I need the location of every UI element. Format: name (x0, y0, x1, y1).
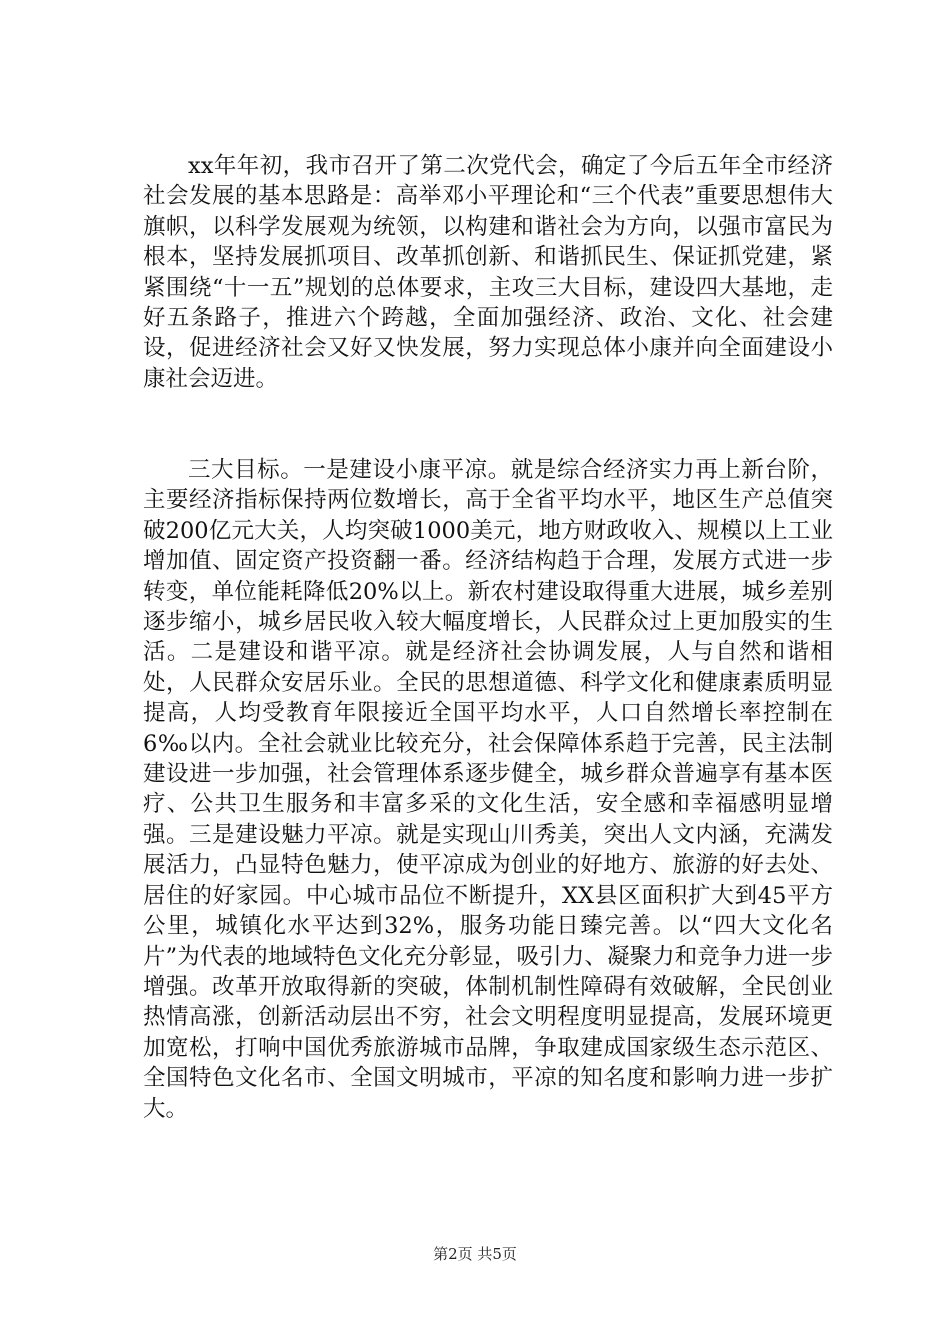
paragraph-three-goals: 三大目标。一是建设小康平凉。就是综合经济实力再上新台阶，主要经济指标保持两位数增长，高于全省平均水平，地区生产总值突破200亿元大关，人均突破1000美元，地方财政收入、规模以上工业增加值、固定资产投资翻一番。经济结构趋于合理，发展方式进一步转变，单位能耗降低20%以上。新农村建设取得重大进展，城乡差别逐步缩小，城乡居民收入较大幅度增长，人民群众过上更加殷实的生活。二是建设和谐平凉。就是经济社会协调发展，人与自然和谐相处，人民群众安居乐业。全民的思想道德、科学文化和健康素质明显提高，人均受教育年限接近全国平均水平，人口自然增长率控制在6‰以内。全社会就业比较充分，社会保障体系趋于完善，民主法制建设进一步加强，社会管理体系逐步健全，城乡群众普遍享有基本医疗、公共卫生服务和丰富多采的文化生活，安全感和幸福感明显增强。三是建设魅力平凉。就是实现山川秀美，突出人文内涵，充满发展活力，凸显特色魅力，使平凉成为创业的好地方、旅游的好去处、居住的好家园。中心城市品位不断提升，XX县区面积扩大到45平方公里，城镇化水平达到32%，服务功能日臻完善。以“四大文化名片”为代表的地域特色文化充分彰显，吸引力、凝聚力和竞争力进一步增强。改革开放取得新的突破，体制机制性障碍有效破解，全民创业热情高涨，创新活动层出不穷，社会文明程度明显提高，发展环境更加宽松，打响中国优秀旅游城市品牌，争取建成国家级生态示范区、全国特色文化名市、全国文明城市，平凉的知名度和影响力进一步扩大。 (143, 457, 833, 1122)
page-number-footer: 第2页 共5页 (433, 1245, 517, 1263)
paragraph-development-plan: xx年年初，我市召开了第二次党代会，确定了今后五年全市经济社会发展的基本思路是：高举邓小平理论和“三个代表”重要思想伟大旗帜，以科学发展观为统领，以构建和谐社会为方向，以强市富民为根本，坚持发展抓项目、改革抓创新、和谐抓民生、保证抓党建，紧紧围绕“十一五”规划的总体要求，主攻三大目标，建设四大基地，走好五条路子，推进六个跨越，全面加强经济、政治、文化、社会建设，促进经济社会又好又快发展，努力实现总体小康并向全面建设小康社会迈进。 (143, 153, 833, 392)
